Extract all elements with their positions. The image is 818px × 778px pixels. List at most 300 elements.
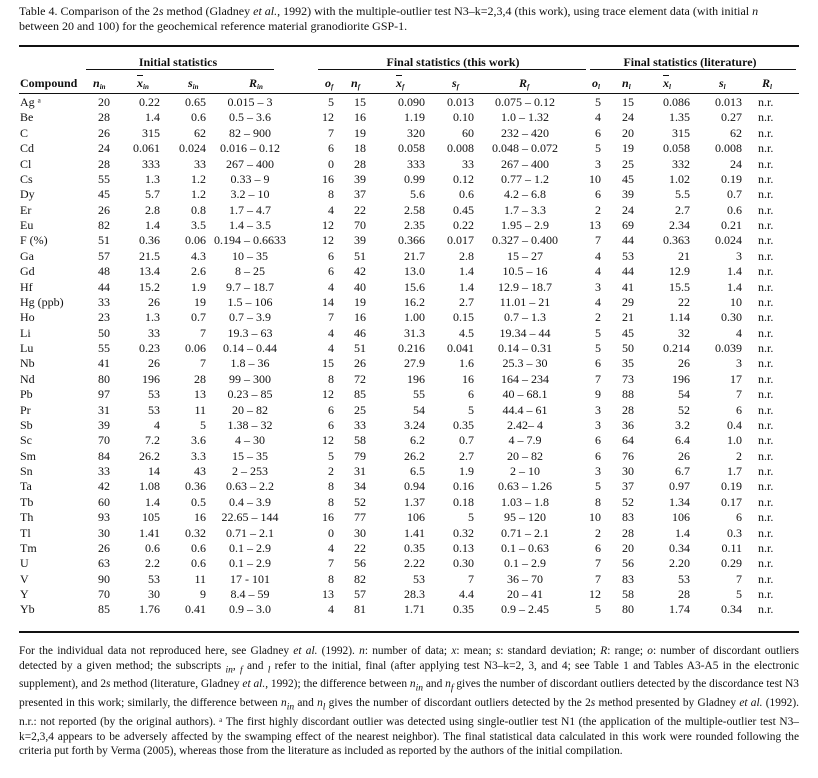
- cell-x-in: 14: [148, 464, 160, 478]
- cell-r-f: 25.3 – 30: [502, 356, 548, 371]
- cell-x-f: 0.35: [404, 540, 425, 555]
- cell-r-in: 8 – 25: [235, 264, 265, 279]
- table-footnote: For the individual data not reproduced here, see Gladney et al. (1992). n: number of data; x: mean; s: standard deviation; R: range; o: number of discordant outliers detected by a given method; the subscripts $_{in}$, $_f$ and $_l$ refer to the initial, final (after applying test N3–k=2, 3, and 4; see Table 1 and Tables A3-A5 in the electronic supplement), and 2s method (literature, Gladney et al., 1992); the difference between $n_{in}$ and $n_f$ gives the number of discordant outliers detected by the discordance test N3 presented in this work; similarly, the difference between $n_{in}$ and $n_l$ gives the number of discordant outliers detected by the 2s method presented by Gladney et al. (1992). n.r.: not reported (by the original authors). ᵃ The first highly discordant outlier was detected using single-outlier test N1 (the application of the multiple-outlier test N3–k=2,3,4 appears to be adversely affected by the swamping effect of the nearest neighbor). The final statistical data calculated in this work were rounded following the criteria put forth by Verma (2005), whereas those from the literature as included as reported by the authors of the initial compilation.: [19, 645, 799, 758]
- cell-s-l: 0.7: [727, 187, 742, 202]
- cell-r-l: n.r.: [758, 171, 774, 186]
- table-row: [0, 326, 818, 341]
- cell-o-l: 4: [595, 264, 601, 279]
- cell-x-f: 2.35: [404, 218, 425, 232]
- cell-r-f: 12.9 – 18.7: [498, 279, 552, 294]
- header-n-f: $n_f$: [351, 76, 361, 91]
- cell-s-l: 2: [736, 448, 742, 463]
- cell-n-in: 33: [98, 294, 110, 309]
- cell-o-l: 2: [595, 202, 601, 217]
- cell-n-in: 50: [98, 325, 110, 340]
- cell-s-f: 1.6: [459, 356, 474, 371]
- cell-s-f: 0.008: [447, 141, 474, 156]
- cell-n-f: 85: [354, 387, 366, 402]
- cell-s-l: 1.0: [727, 433, 742, 448]
- cell-o-l: 8: [595, 494, 601, 509]
- cell-o-f: 16: [322, 171, 334, 186]
- table-row: [0, 372, 818, 387]
- cell-r-f: 0.14 – 0.31: [498, 341, 552, 355]
- cell-n-in: 39: [98, 417, 110, 432]
- cell-r-l: n.r.: [758, 110, 774, 125]
- cell-r-f: 19.34 – 44: [499, 325, 551, 340]
- cell-r-in: 267 – 400: [226, 156, 274, 171]
- cell-n-in: 28: [98, 156, 110, 171]
- cell-n-f: 19: [354, 294, 366, 309]
- cell-x-l: 1.02: [669, 171, 690, 186]
- cell-n-in: 82: [98, 218, 110, 232]
- cell-x-f: 6.2: [410, 433, 425, 448]
- cell-x-l: 52: [678, 402, 690, 417]
- cell-n-in: 93: [98, 510, 110, 525]
- cell-r-l: n.r.: [758, 310, 774, 325]
- cell-s-f: 4.5: [459, 325, 474, 340]
- cell-compound: U: [20, 556, 29, 571]
- cell-r-in: 15 – 35: [232, 448, 268, 463]
- cell-n-l: 37: [622, 479, 634, 494]
- cell-s-l: 1.4: [727, 264, 742, 279]
- cell-o-f: 5: [328, 448, 334, 463]
- cell-s-f: 0.35: [453, 602, 474, 617]
- cell-n-in: 63: [98, 556, 110, 571]
- cell-s-l: 17: [730, 371, 742, 386]
- cell-n-l: 29: [622, 294, 634, 309]
- cell-s-in: 0.7: [191, 310, 206, 325]
- cell-r-in: 0.7 – 3.9: [229, 310, 271, 325]
- cell-r-in: 2 – 253: [232, 464, 268, 478]
- cell-r-l: n.r.: [758, 464, 774, 478]
- cell-n-f: 57: [354, 587, 366, 601]
- cell-x-f: 2.22: [404, 556, 425, 571]
- cell-r-in: 1.4 – 3.5: [229, 218, 271, 232]
- cell-o-f: 13: [322, 587, 334, 601]
- cell-compound: Nd: [20, 371, 35, 386]
- group-final-literature: Final statistics (literature): [623, 55, 757, 69]
- cell-r-in: 10 – 35: [232, 248, 268, 263]
- cell-s-in: 0.5: [191, 494, 206, 509]
- cell-s-l: 0.008: [715, 141, 742, 156]
- cell-n-in: 28: [98, 110, 110, 125]
- cell-x-f: 0.090: [398, 95, 425, 109]
- cell-n-in: 31: [98, 402, 110, 417]
- cell-r-f: 4.2 – 6.8: [504, 187, 546, 202]
- cell-o-l: 9: [595, 387, 601, 402]
- cell-o-f: 4: [328, 341, 334, 355]
- cell-r-f: 0.63 – 1.26: [498, 479, 552, 494]
- cell-x-l: 28: [678, 587, 690, 601]
- cell-x-in: 1.41: [139, 525, 160, 540]
- header-n-l: $n_l$: [622, 76, 631, 91]
- cell-r-in: 0.015 – 3: [227, 95, 273, 109]
- cell-s-f: 4.4: [459, 587, 474, 601]
- cell-x-l: 5.5: [675, 187, 690, 202]
- cell-o-f: 16: [322, 510, 334, 525]
- cell-n-in: 55: [98, 341, 110, 355]
- cell-n-f: 19: [354, 125, 366, 140]
- cell-x-l: 21: [678, 248, 690, 263]
- cell-x-f: 2.58: [404, 202, 425, 217]
- cell-x-l: 0.97: [669, 479, 690, 494]
- cell-s-in: 9: [200, 587, 206, 601]
- cell-r-f: 36 – 70: [507, 571, 543, 586]
- table-row: [0, 387, 818, 402]
- cell-x-f: 3.24: [404, 417, 425, 432]
- cell-o-l: 3: [595, 402, 601, 417]
- cell-o-l: 7: [595, 556, 601, 571]
- cell-s-l: 7: [736, 387, 742, 402]
- cell-s-l: 5: [736, 587, 742, 601]
- cell-r-in: 0.9 – 3.0: [229, 602, 271, 617]
- cell-s-f: 0.35: [453, 417, 474, 432]
- cell-s-f: 16: [462, 371, 474, 386]
- cell-r-l: n.r.: [758, 294, 774, 309]
- cell-o-f: 0: [328, 156, 334, 171]
- cell-n-f: 22: [354, 540, 366, 555]
- cell-r-f: 0.9 – 2.45: [501, 602, 549, 617]
- cell-n-l: 45: [622, 171, 634, 186]
- cell-r-f: 0.1 – 0.63: [501, 540, 549, 555]
- cell-n-l: 28: [622, 402, 634, 417]
- cell-x-l: 6.4: [675, 433, 690, 448]
- cell-x-l: 15.5: [669, 279, 690, 294]
- cell-s-f: 0.12: [453, 171, 474, 186]
- cell-s-in: 0.06: [185, 341, 206, 355]
- cell-x-in: 0.22: [139, 95, 160, 109]
- cell-n-f: 16: [354, 110, 366, 125]
- cell-x-in: 2.8: [145, 202, 160, 217]
- cell-x-l: 2.20: [669, 556, 690, 571]
- cell-compound: Cd: [20, 141, 35, 156]
- cell-r-in: 1.5 – 106: [227, 294, 273, 309]
- cell-n-f: 58: [354, 433, 366, 448]
- cell-r-l: n.r.: [758, 125, 774, 140]
- cell-x-f: 0.058: [398, 141, 425, 156]
- cell-x-in: 1.76: [139, 602, 160, 617]
- top-rule: [19, 45, 799, 47]
- cell-s-l: 10: [730, 294, 742, 309]
- cell-r-l: n.r.: [758, 540, 774, 555]
- cell-x-f: 0.366: [398, 233, 425, 248]
- cell-s-l: 1.7: [727, 464, 742, 478]
- cell-n-f: 34: [354, 479, 366, 494]
- cell-x-in: 105: [142, 510, 160, 525]
- cell-s-l: 0.34: [721, 602, 742, 617]
- cell-s-l: 0.039: [715, 341, 742, 355]
- cell-n-f: 79: [354, 448, 366, 463]
- cell-r-l: n.r.: [758, 371, 774, 386]
- cell-n-l: 20: [622, 125, 634, 140]
- cell-s-l: 4: [736, 325, 742, 340]
- cell-s-in: 16: [194, 510, 206, 525]
- cell-r-in: 82 – 900: [229, 125, 271, 140]
- cell-n-f: 33: [354, 417, 366, 432]
- cell-r-in: 0.14 – 0.44: [223, 341, 277, 355]
- cell-o-l: 3: [595, 464, 601, 478]
- cell-s-in: 28: [194, 371, 206, 386]
- cell-x-in: 53: [148, 571, 160, 586]
- cell-compound: Y: [20, 587, 29, 601]
- cell-x-f: 13.0: [404, 264, 425, 279]
- cell-x-in: 1.3: [145, 171, 160, 186]
- cell-r-in: 20 – 82: [232, 402, 268, 417]
- cell-x-in: 15.2: [139, 279, 160, 294]
- cell-o-l: 7: [595, 233, 601, 248]
- cell-x-f: 54: [413, 402, 425, 417]
- cell-r-l: n.r.: [758, 248, 774, 263]
- header-r-l: $R_l$: [762, 76, 772, 91]
- cell-r-f: 11.01 – 21: [499, 294, 551, 309]
- cell-n-l: 24: [622, 202, 634, 217]
- cell-o-f: 8: [328, 371, 334, 386]
- cell-s-l: 62: [730, 125, 742, 140]
- table-row: [0, 433, 818, 448]
- cell-s-l: 7: [736, 571, 742, 586]
- cell-x-f: 28.3: [404, 587, 425, 601]
- cell-s-l: 0.27: [721, 110, 742, 125]
- cell-compound: Tb: [20, 494, 34, 509]
- cell-o-f: 12: [322, 218, 334, 232]
- cell-o-l: 10: [589, 510, 601, 525]
- cell-x-l: 0.086: [663, 95, 690, 109]
- cell-x-f: 0.216: [398, 341, 425, 355]
- cell-s-in: 0.8: [191, 202, 206, 217]
- group-final-literature-underline: [590, 69, 796, 70]
- table-row: [0, 172, 818, 187]
- cell-r-f: 164 – 234: [501, 371, 549, 386]
- cell-r-in: 17 - 101: [230, 571, 270, 586]
- cell-compound: Tm: [20, 540, 37, 555]
- bottom-rule: [19, 631, 799, 633]
- cell-x-in: 33: [148, 325, 160, 340]
- cell-compound: Li: [20, 325, 31, 340]
- cell-s-l: 0.21: [721, 218, 742, 232]
- cell-s-l: 3: [736, 248, 742, 263]
- cell-n-in: 60: [98, 494, 110, 509]
- cell-s-in: 2.6: [191, 264, 206, 279]
- cell-o-f: 8: [328, 187, 334, 202]
- cell-n-f: 40: [354, 279, 366, 294]
- cell-x-in: 26: [148, 356, 160, 371]
- table-row: [0, 602, 818, 617]
- table-row: [0, 356, 818, 371]
- cell-n-in: 42: [98, 479, 110, 494]
- cell-n-f: 37: [354, 187, 366, 202]
- cell-x-l: 1.74: [669, 602, 690, 617]
- cell-x-l: 2.7: [675, 202, 690, 217]
- cell-compound: Hf: [20, 279, 33, 294]
- cell-s-l: 24: [730, 156, 742, 171]
- cell-x-in: 1.4: [145, 494, 160, 509]
- cell-s-f: 0.45: [453, 202, 474, 217]
- cell-r-f: 20 – 41: [507, 587, 543, 601]
- cell-s-l: 6: [736, 510, 742, 525]
- cell-n-in: 70: [98, 433, 110, 448]
- cell-s-in: 43: [194, 464, 206, 478]
- cell-r-l: n.r.: [758, 494, 774, 509]
- cell-o-l: 3: [595, 417, 601, 432]
- cell-n-l: 25: [622, 156, 634, 171]
- cell-r-in: 19.3 – 63: [227, 325, 273, 340]
- cell-s-f: 0.6: [459, 187, 474, 202]
- cell-o-f: 4: [328, 602, 334, 617]
- cell-s-l: 0.19: [721, 479, 742, 494]
- cell-n-f: 81: [354, 602, 366, 617]
- cell-o-f: 7: [328, 556, 334, 571]
- cell-s-f: 0.15: [453, 310, 474, 325]
- cell-s-f: 0.16: [453, 479, 474, 494]
- cell-n-l: 41: [622, 279, 634, 294]
- cell-r-f: 1.7 – 3.3: [504, 202, 546, 217]
- cell-o-l: 6: [595, 187, 601, 202]
- cell-s-f: 0.32: [453, 525, 474, 540]
- header-o-l: $o_l$: [592, 76, 600, 91]
- cell-r-l: n.r.: [758, 387, 774, 402]
- cell-o-l: 5: [595, 325, 601, 340]
- cell-x-f: 1.19: [404, 110, 425, 125]
- header-compound: Compound: [20, 76, 78, 90]
- cell-compound: Sm: [20, 448, 37, 463]
- cell-s-l: 0.024: [715, 233, 742, 248]
- cell-n-in: 24: [98, 141, 110, 156]
- cell-x-in: 333: [142, 156, 160, 171]
- cell-compound: Ta: [20, 479, 32, 494]
- cell-n-in: 41: [98, 356, 110, 371]
- cell-o-f: 8: [328, 479, 334, 494]
- cell-s-in: 0.41: [185, 602, 206, 617]
- cell-x-f: 27.9: [404, 356, 425, 371]
- cell-x-in: 315: [142, 125, 160, 140]
- cell-n-in: 84: [98, 448, 110, 463]
- cell-x-in: 2.2: [145, 556, 160, 571]
- cell-o-f: 7: [328, 125, 334, 140]
- cell-s-in: 0.024: [179, 141, 206, 156]
- cell-n-f: 28: [354, 156, 366, 171]
- cell-x-in: 1.4: [145, 110, 160, 125]
- cell-o-l: 4: [595, 248, 601, 263]
- cell-s-f: 2.7: [459, 294, 474, 309]
- cell-s-in: 0.6: [191, 110, 206, 125]
- cell-x-in: 4: [154, 417, 160, 432]
- cell-o-l: 7: [595, 571, 601, 586]
- cell-o-l: 6: [595, 448, 601, 463]
- cell-n-l: 76: [622, 448, 634, 463]
- cell-s-f: 5: [468, 402, 474, 417]
- cell-n-l: 39: [622, 187, 634, 202]
- cell-r-l: n.r.: [758, 417, 774, 432]
- cell-n-l: 83: [622, 510, 634, 525]
- cell-r-l: n.r.: [758, 141, 774, 156]
- cell-s-f: 0.18: [453, 494, 474, 509]
- cell-r-in: 0.33 – 9: [230, 171, 270, 186]
- cell-x-l: 1.34: [669, 494, 690, 509]
- table-row: [0, 249, 818, 264]
- cell-s-f: 1.4: [459, 264, 474, 279]
- cell-r-f: 1.03 – 1.8: [501, 494, 549, 509]
- cell-n-f: 51: [354, 248, 366, 263]
- cell-n-f: 52: [354, 494, 366, 509]
- cell-n-in: 70: [98, 587, 110, 601]
- cell-n-in: 23: [98, 310, 110, 325]
- cell-compound: Be: [20, 110, 34, 125]
- cell-n-l: 36: [622, 417, 634, 432]
- cell-o-f: 12: [322, 110, 334, 125]
- cell-compound: Er: [20, 202, 32, 217]
- cell-x-f: 55: [413, 387, 425, 402]
- cell-s-in: 7: [200, 325, 206, 340]
- cell-n-l: 88: [622, 387, 634, 402]
- cell-compound: Gd: [20, 264, 35, 279]
- cell-x-in: 0.061: [133, 141, 160, 156]
- cell-r-f: 267 – 400: [501, 156, 549, 171]
- cell-n-f: 46: [354, 325, 366, 340]
- table-row: [0, 295, 818, 310]
- cell-r-in: 4 – 30: [235, 433, 265, 448]
- cell-n-f: 16: [354, 310, 366, 325]
- cell-n-l: 44: [622, 264, 634, 279]
- cell-x-l: 0.058: [663, 141, 690, 156]
- cell-n-in: 44: [98, 279, 110, 294]
- cell-x-f: 1.00: [404, 310, 425, 325]
- cell-o-l: 3: [595, 279, 601, 294]
- cell-n-l: 50: [622, 341, 634, 355]
- cell-s-f: 5: [468, 510, 474, 525]
- header-s-in: $s_{in}$: [188, 76, 199, 91]
- cell-r-l: n.r.: [758, 325, 774, 340]
- cell-s-l: 0.30: [721, 310, 742, 325]
- cell-n-l: 64: [622, 433, 634, 448]
- group-final-this-work: Final statistics (this work): [386, 55, 520, 69]
- cell-s-l: 6: [736, 402, 742, 417]
- cell-s-in: 62: [194, 125, 206, 140]
- cell-r-l: n.r.: [758, 279, 774, 294]
- cell-x-f: 6.5: [410, 464, 425, 478]
- cell-s-in: 11: [194, 571, 206, 586]
- cell-r-l: n.r.: [758, 602, 774, 617]
- cell-compound: Hg (ppb): [20, 294, 64, 309]
- cell-r-in: 9.7 – 18.7: [226, 279, 274, 294]
- cell-n-in: 97: [98, 387, 110, 402]
- cell-x-in: 7.2: [145, 433, 160, 448]
- cell-s-f: 0.13: [453, 540, 474, 555]
- table-row: [0, 187, 818, 202]
- cell-n-f: 72: [354, 371, 366, 386]
- cell-x-l: 0.214: [663, 341, 690, 355]
- table-row: [0, 280, 818, 295]
- cell-x-in: 1.3: [145, 310, 160, 325]
- cell-x-f: 1.37: [404, 494, 425, 509]
- cell-o-l: 5: [595, 602, 601, 617]
- group-initial-underline: [86, 69, 274, 70]
- cell-s-f: 60: [462, 125, 474, 140]
- cell-x-l: 53: [678, 571, 690, 586]
- cell-o-l: 5: [595, 141, 601, 156]
- cell-n-l: 56: [622, 556, 634, 571]
- cell-o-l: 12: [589, 587, 601, 601]
- cell-compound: Cl: [20, 156, 32, 171]
- cell-s-in: 0.6: [191, 556, 206, 571]
- cell-r-in: 22.65 – 144: [221, 510, 279, 525]
- header-x-in: $\overline{x}_{in}$: [137, 76, 149, 91]
- table-row: [0, 403, 818, 418]
- cell-r-in: 1.7 – 4.7: [229, 202, 271, 217]
- cell-r-l: n.r.: [758, 556, 774, 571]
- cell-s-l: 0.013: [715, 95, 742, 109]
- cell-compound: Pb: [20, 387, 33, 402]
- cell-r-f: 0.327 – 0.400: [492, 233, 558, 248]
